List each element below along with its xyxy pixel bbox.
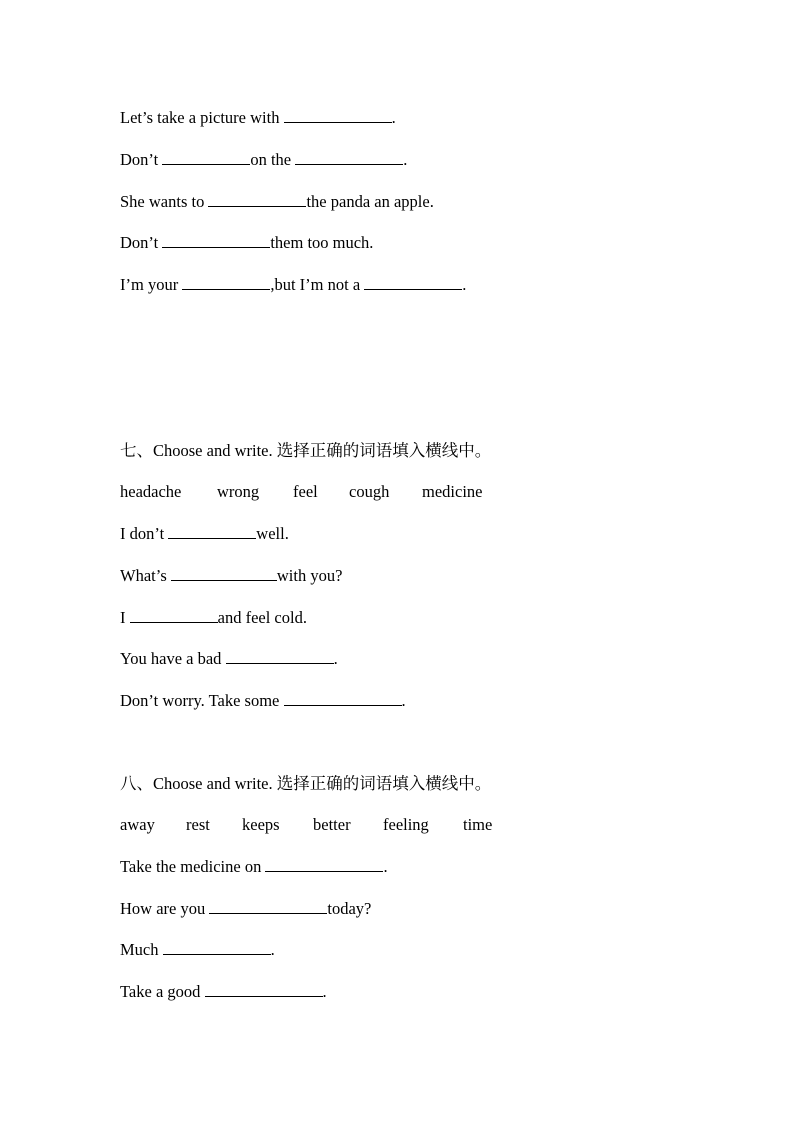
answer-blank[interactable] — [295, 148, 403, 165]
sentence-line — [120, 897, 371, 920]
word-bank-item: feeling — [383, 815, 429, 834]
sentence-line — [120, 855, 388, 878]
word-bank-item: medicine — [422, 482, 483, 501]
sentence-text: Don’t — [120, 233, 163, 252]
sentence-text: . — [403, 150, 408, 169]
sentence-text: and feel cold. — [217, 608, 307, 627]
answer-blank[interactable] — [163, 938, 271, 955]
sentence-line — [120, 190, 434, 213]
answer-blank[interactable] — [208, 190, 306, 207]
sentence-line — [120, 606, 307, 629]
word-bank-item: wrong — [217, 482, 260, 501]
sentence-text: How are you — [120, 899, 210, 918]
answer-blank[interactable] — [130, 606, 218, 623]
section-8-word-bank — [120, 814, 492, 836]
sentence-line — [120, 522, 289, 545]
sentence-text: Take the medicine on — [120, 857, 266, 876]
sentence-line — [120, 647, 338, 670]
sentence-line — [120, 938, 275, 961]
answer-blank[interactable] — [171, 564, 277, 581]
sentence-text: Don’t — [120, 150, 163, 169]
answer-blank[interactable] — [364, 273, 462, 290]
word-bank-item: feel — [293, 482, 318, 501]
sentence-text: She wants to — [120, 192, 209, 211]
sentence-text: . — [333, 649, 338, 668]
word-bank-item: rest — [186, 815, 210, 834]
sentence-text: with you? — [276, 566, 343, 585]
section-8-heading: 八、Choose and write. 选择正确的词语填入横线中。 — [120, 774, 492, 793]
sentence-text: . — [322, 982, 327, 1001]
answer-blank[interactable] — [284, 106, 392, 123]
sentence-text: . — [383, 857, 388, 876]
sentence-line — [120, 980, 327, 1003]
sentence-text: I don’t — [120, 524, 169, 543]
sentence-text: Let’s take a picture with — [120, 108, 284, 127]
section-7-heading: 七、Choose and write. 选择正确的词语填入横线中。 — [120, 441, 492, 460]
sentence-text: well. — [256, 524, 289, 543]
sentence-text: them too much. — [270, 233, 374, 252]
sentence-text: ,but I’m not a — [270, 275, 365, 294]
word-bank-item: time — [463, 815, 493, 834]
sentence-text: Take a good — [120, 982, 205, 1001]
sentence-text: . — [462, 275, 467, 294]
answer-blank[interactable] — [168, 522, 256, 539]
sentence-text: I’m your — [120, 275, 183, 294]
word-bank-item: better — [313, 815, 351, 834]
sentence-line — [120, 148, 407, 171]
answer-blank[interactable] — [226, 647, 334, 664]
sentence-text: . — [391, 108, 396, 127]
answer-blank[interactable] — [284, 689, 402, 706]
answer-blank[interactable] — [162, 231, 270, 248]
sentence-text: I — [120, 608, 130, 627]
sentence-text: . — [270, 940, 275, 959]
answer-blank[interactable] — [265, 855, 383, 872]
sentence-line — [120, 689, 406, 712]
sentence-line — [120, 564, 342, 587]
sentence-line — [120, 231, 373, 254]
answer-blank[interactable] — [209, 897, 327, 914]
sentence-text: the panda an apple. — [306, 192, 434, 211]
word-bank-item: headache — [120, 482, 182, 501]
sentence-text: on the — [250, 150, 296, 169]
sentence-text: You have a bad — [120, 649, 226, 668]
sentence-text: . — [401, 691, 406, 710]
sentence-text: Don’t worry. Take some — [120, 691, 284, 710]
answer-blank[interactable] — [182, 273, 270, 290]
sentence-text: What’s — [120, 566, 171, 585]
sentence-text: Much — [120, 940, 163, 959]
section-7-word-bank — [120, 481, 482, 503]
word-bank-item: away — [120, 815, 155, 834]
sentence-text: today? — [327, 899, 372, 918]
sentence-line — [120, 273, 466, 296]
answer-blank[interactable] — [162, 148, 250, 165]
answer-blank[interactable] — [205, 980, 323, 997]
sentence-line — [120, 106, 396, 129]
word-bank-item: keeps — [242, 815, 280, 834]
word-bank-item: cough — [349, 482, 390, 501]
